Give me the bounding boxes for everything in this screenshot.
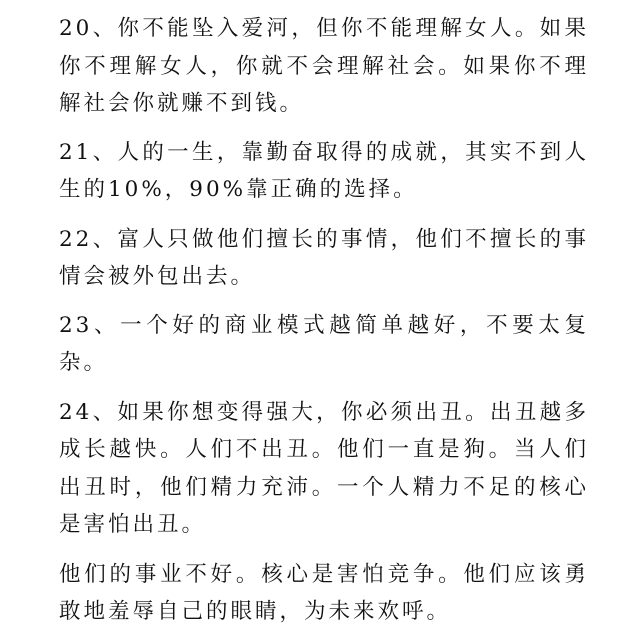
paragraph-23: 23、一个好的商业模式越简单越好，不要太复杂。 <box>59 312 589 375</box>
document-page <box>59 10 589 631</box>
paragraph-24: 24、如果你想变得强大，你必须出丑。出丑越多成长越快。人们不出丑。他们一直是狗。当人们出丑时，他们精力充沛。一个人精力不足的核心是害怕出丑。 <box>59 399 589 537</box>
paragraph-20: 20、你不能坠入爱河，但你不能理解女人。如果你不理解女人，你就不会理解社会。如果你不理解社会你就赚不到钱。 <box>59 16 589 116</box>
paragraph-22: 22、富人只做他们擅长的事情，他们不擅长的事情会被外包出去。 <box>59 226 589 289</box>
paragraph-21: 21、人的一生，靠勤奋取得的成就，其实不到人生的10%，90%靠正确的选择。 <box>59 139 589 202</box>
paragraph-closing: 他们的事业不好。核心是害怕竞争。他们应该勇敢地羞辱自己的眼睛，为未来欢呼。 <box>59 561 589 624</box>
